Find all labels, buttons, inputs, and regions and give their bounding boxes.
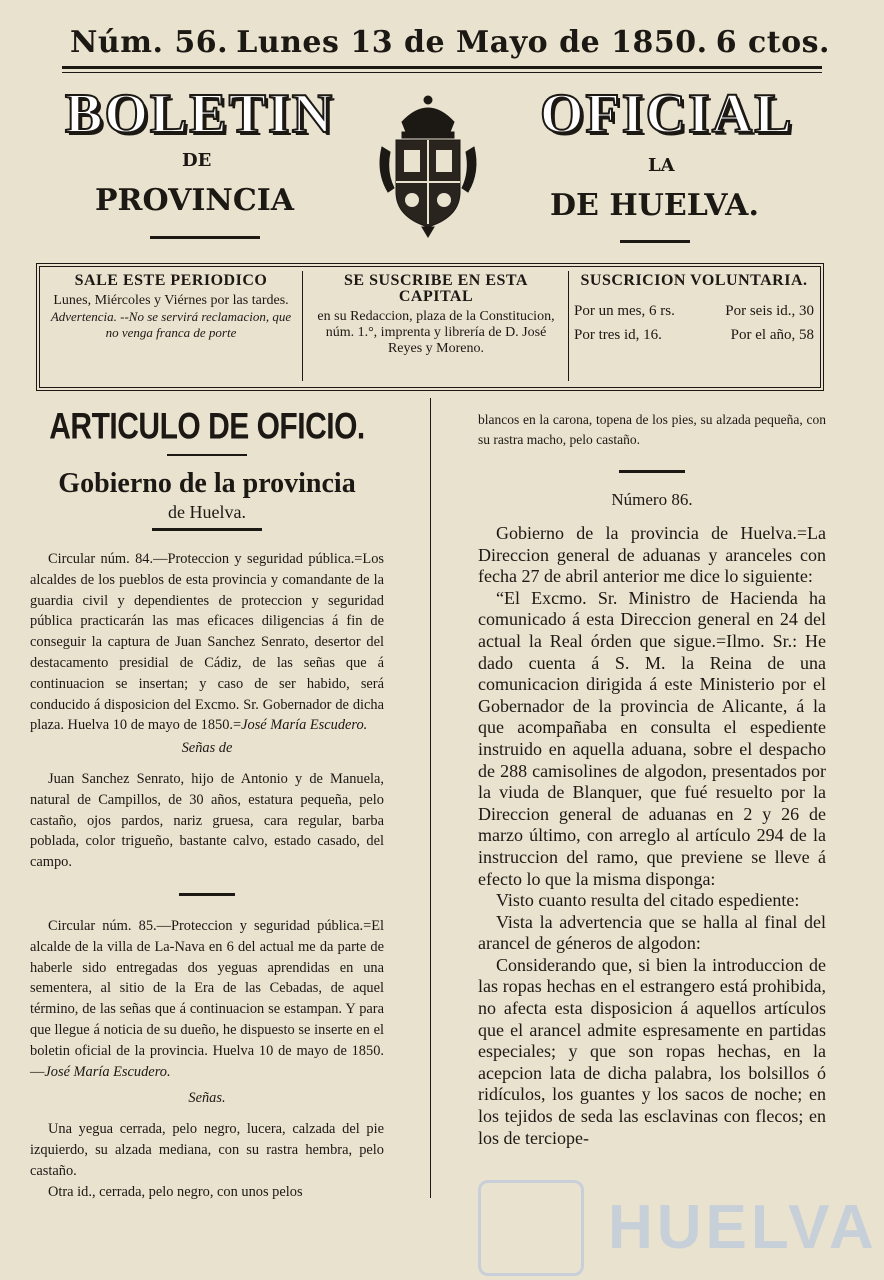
- circular-85-mare-2: Otra id., cerrada, pelo negro, con unos pelos: [48, 1183, 303, 1200]
- price-one-month: Por un mes, 6 rs.: [574, 303, 675, 319]
- gov-subtitle: de Huelva.: [168, 502, 246, 522]
- watermark-emblem-icon: [478, 1180, 584, 1276]
- title-underline-left: [150, 236, 260, 239]
- circular-85-signature: José María Escudero.: [44, 1063, 171, 1080]
- prices-title: SUSCRICION VOLUNTARIA.: [580, 272, 808, 289]
- title-oficial: OFICIAL: [540, 83, 794, 145]
- price-one-year: Por el año, 58: [730, 327, 814, 343]
- watermark-text: HUELVA: [608, 1193, 878, 1262]
- title-underline-right: [620, 240, 690, 243]
- paragraph-intro: Gobierno de la provincia de Huelva.=La Direccion general de aduanas y aranceles con fecha 27 de abril anterior me dice lo siguiente:: [478, 523, 826, 587]
- circular-84: Circular núm. 84.—Proteccion y seguridad pública.=Los alcaldes de los pueblos de esta provincia y comandante de la guardia civil y dependientes de proteccion y seguridad pública practicarán las mas eficaces diligencias á fin de conseguir la captura de Juan Sanchez Senrato, desertor del destacamento presidial de Cádiz, de las señas que á continuacion se insertan; y caso de ser habido, será conducido á disposicion del Excmo. Sr. Gobernador de dicha plaza. Huelva 10 de mayo de 1850.=José María Escudero.: [30, 551, 384, 734]
- info-col-schedule: [44, 273, 298, 377]
- title-provincia: PROVINCIA: [95, 183, 295, 218]
- coat-of-arms-icon: [372, 92, 484, 238]
- circular-85-mare-1: Una yegua cerrada, pelo negro, lucera, calzada del pie izquierdo, su alzada mediana, con su rastra hembra, pelo castaño.: [30, 1121, 384, 1179]
- issue-line: [70, 25, 830, 60]
- top-rule: [62, 66, 822, 69]
- title-la: LA: [648, 155, 675, 176]
- circular-85: Circular núm. 85.—Proteccion y seguridad pública.=El alcalde de la villa de La-Nava en 6 del actual me da parte de haberle sido entregadas dos yeguas aprendidas en una sementera, al sitio de la Era de las Cebadas, de aquel término, de las señas que á continuacion se estampan. Y para que llegue á noticia de su dueño, he dispuesto se inserte en el boletin oficial de la provincia. Huelva 10 de mayo de 1850.—José María Escudero.: [30, 917, 384, 1080]
- numero-86: Número 86.: [611, 490, 693, 509]
- schedule-days: Lunes, Miércoles y Viérnes por las tardes.: [53, 293, 289, 308]
- top-rule-thin: [62, 72, 822, 73]
- separator-86: [619, 470, 685, 473]
- issue-number: Núm. 56.: [70, 25, 229, 60]
- warning-label: Advertencia.: [50, 309, 117, 324]
- section-ornament: [167, 454, 247, 456]
- info-col-prices: [574, 273, 814, 377]
- subscribe-text: en su Redaccion, plaza de la Constitucion, núm. 1.°, imprenta y librería de D. José Reyes y Moreno.: [317, 309, 555, 356]
- title-de: DE: [182, 150, 212, 171]
- issue-price: 6 ctos.: [715, 25, 830, 60]
- paragraph-royal-order: “El Excmo. Sr. Ministro de Hacienda ha comunicado á esta Direccion general en 24 del actual la Real órden que sigue.=Ilmo. Sr.: He dado cuenta á S. M. la Reina de una comunicacion dirigida á este Ministerio por el Gobernador de la provincia de Alicante, á la que acompañaba en consulta el espediente instruido en aquella aduana, sobre el despacho de 288 camisolines de algodon, presentados por la viuda de Blanquer, que fué resuelto por la Direccion general de aduanas en 2 y 26 de marzo último, con arreglo al artículo 294 de la instruccion del ramo, que previene se lleve á efecto lo que la misma disponga:: [478, 587, 826, 889]
- info-divider-1: [302, 271, 303, 381]
- warning-text: --No se servirá reclamacion, que no venga franca de porte: [105, 309, 292, 340]
- price-three-months: Por tres id, 16.: [574, 327, 662, 343]
- circular-84-description: Juan Sanchez Senrato, hijo de Antonio y de Manuela, natural de Campillos, de 30 años, estatura pequeña, pelo castaño, ojos pardos, nariz gruesa, cara regular, barba poblada, color trigueño, bastante calvo, estado casado, del campo.: [30, 770, 384, 871]
- gov-rule: [152, 528, 262, 531]
- paragraph-considerando: Considerando que, si bien la introduccion de las ropas hechas en el estrangero está prohibida, no afecta esta disposicion á aquellos artículos que el arancel admite espresamente en partidas especiales; y que son ropas hechas, en la acepcion lata de dicha palabra, los bolsillos ó ridículos, los guantes y los sacos de noche; en los tejidos de seda las esclavinas con flecos; en los de terciope-: [478, 954, 826, 1148]
- paragraph-visto-espediente: Visto cuanto resulta del citado espediente:: [496, 890, 800, 911]
- info-col-subscribe: [308, 273, 564, 377]
- title-de-huelva: DE HUELVA.: [550, 188, 759, 223]
- separator-85: [179, 893, 235, 896]
- price-six-months: Por seis id., 30: [725, 303, 814, 319]
- schedule-title: SALE ESTE PERIODICO: [74, 272, 268, 289]
- section-heading: ARTICULO DE OFICIO.: [49, 405, 365, 447]
- issue-date: Lunes 13 de Mayo de 1850.: [236, 25, 708, 60]
- senas-de-heading: Señas de: [181, 740, 233, 757]
- senas-heading: Señas.: [188, 1090, 226, 1107]
- continued-description: blancos en la carona, topena de los pies, su alzada pequeña, con su rastra macho, pelo castaño.: [478, 412, 826, 447]
- paragraph-visto-arancel: Vista la advertencia que se halla al final del arancel de géneros de algodon:: [478, 911, 826, 954]
- left-column: [30, 404, 384, 1202]
- circular-84-signature: José María Escudero.: [241, 717, 368, 734]
- gov-title: Gobierno de la provincia: [58, 468, 356, 499]
- info-divider-2: [568, 271, 569, 381]
- masthead: [0, 0, 884, 400]
- subscribe-title: SE SUSCRIBE EN ESTA CAPITAL: [344, 272, 528, 305]
- info-box: [36, 263, 824, 391]
- right-column: [478, 410, 826, 1149]
- title-boletin: BOLETIN: [65, 83, 335, 145]
- column-divider: [430, 398, 431, 1198]
